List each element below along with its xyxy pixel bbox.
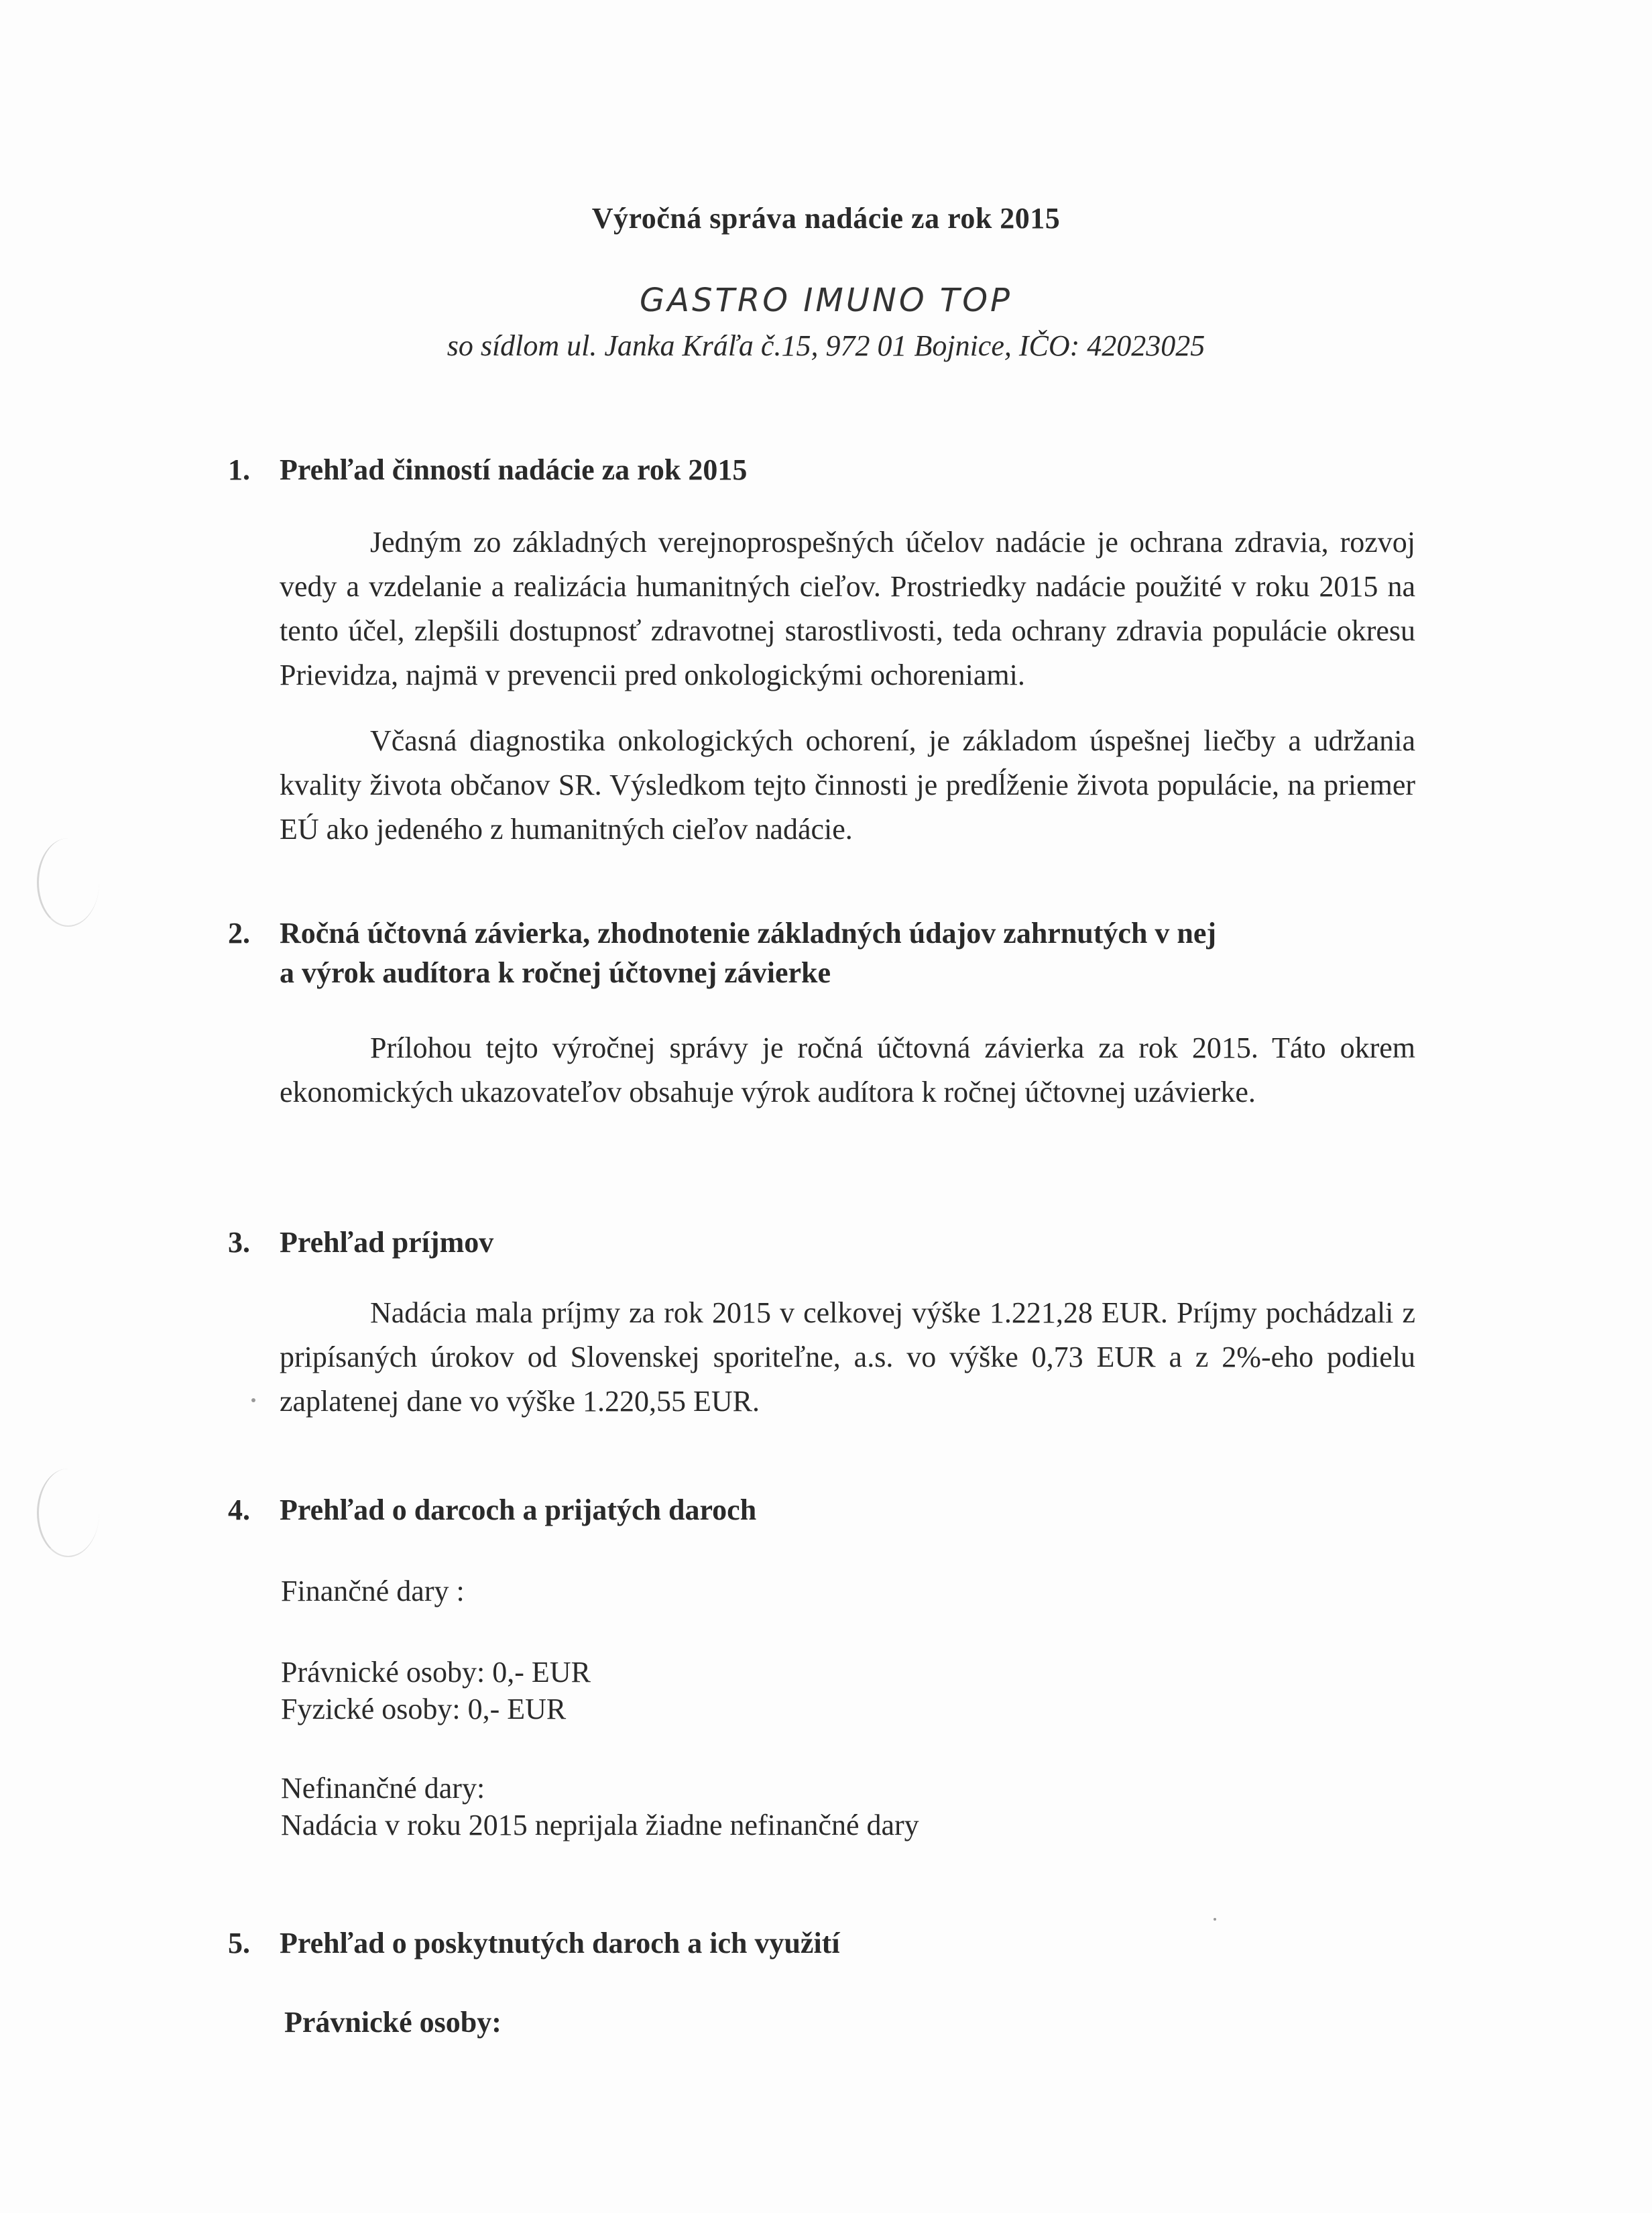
punch-hole-mark [37, 838, 99, 927]
document-title: Výročná správa nadácie za rok 2015 [591, 202, 1061, 235]
scan-speck [251, 1398, 255, 1402]
section-title: Prehľad príjmov [280, 1226, 494, 1259]
section-number: 4. [228, 1493, 250, 1526]
section-title: Prehľad o darcoch a prijatých daroch [280, 1493, 757, 1526]
section-1-heading [228, 451, 1435, 491]
section-title: Prehľad činností nadácie za rok 2015 [280, 453, 748, 486]
section-title: Prehľad o poskytnutých daroch a ich využití [280, 1927, 840, 1960]
foundation-name-handwritten: GASTRO IMUNO TOP [640, 282, 1012, 319]
section-title-line-2: a výrok audítora k ročnej účtovnej závierke [280, 956, 831, 989]
nonfinancial-gifts-text: Nadácia v roku 2015 neprijala žiadne nefinančné dary [281, 1809, 919, 1841]
section-2-heading [228, 914, 1502, 995]
section-number: 5. [228, 1927, 250, 1960]
nonfinancial-gifts-label: Nefinančné dary: [281, 1772, 485, 1805]
section-1-paragraph-1: Jedným zo základných verejnoprospešných účelov nadácie je ochrana zdravia, rozvoj vedy a vzdelanie a realizácia humanitných cieľov. Prostriedky nadácie použité v roku 2015 na tento účel, zlepšili dostupnosť zdravotnej starostlivosti, teda ochrany zdravia populácie okresu Prievidza, najmä v prevencii pred onkologickými ochoreniami. [280, 526, 1415, 691]
section-3-paragraph: Nadácia mala príjmy za rok 2015 v celkovej výške 1.221,28 EUR. Príjmy pochádzali z pripísaných úrokov od Slovenskej sporiteľne, a.s. vo výške 0,73 EUR a z 2%-eho podielu zaplatenej dane vo výške 1.220,55 EUR. [280, 1296, 1415, 1418]
section-number: 3. [228, 1226, 250, 1259]
scan-speck [1214, 1918, 1216, 1921]
natural-persons-line: Fyzické osoby: 0,- EUR [281, 1693, 567, 1725]
section-number: 2. [228, 917, 250, 950]
section-5-heading [228, 1924, 1435, 1964]
legal-persons-line: Právnické osoby: 0,- EUR [281, 1656, 591, 1689]
section-number: 1. [228, 453, 250, 486]
section-1-paragraph-2: Včasná diagnostika onkologických ochorení, je základom úspešnej liečby a udržania kvality života občanov SR. Výsledkom tejto činnosti je predĺženie života populácie, na priemer EÚ ako jedeného z humanitných cieľov nadácie. [280, 724, 1415, 846]
section-3-heading [228, 1223, 1435, 1263]
foundation-address: so sídlom ul. Janka Kráľa č.15, 972 01 Bojnice, IČO: 42023025 [447, 329, 1205, 362]
section-4-heading [228, 1491, 1435, 1531]
punch-hole-mark [37, 1469, 99, 1557]
section-title-line-1: Ročná účtovná závierka, zhodnotenie základných údajov zahrnutých v nej [280, 917, 1217, 950]
legal-persons-subheading: Právnické osoby: [284, 2006, 501, 2039]
section-2-paragraph: Prílohou tejto výročnej správy je ročná účtovná závierka za rok 2015. Táto okrem ekonomických ukazovateľov obsahuje výrok audítora k ročnej účtovnej uzávierke. [280, 1031, 1415, 1109]
financial-gifts-label: Finančné dary : [281, 1575, 465, 1607]
